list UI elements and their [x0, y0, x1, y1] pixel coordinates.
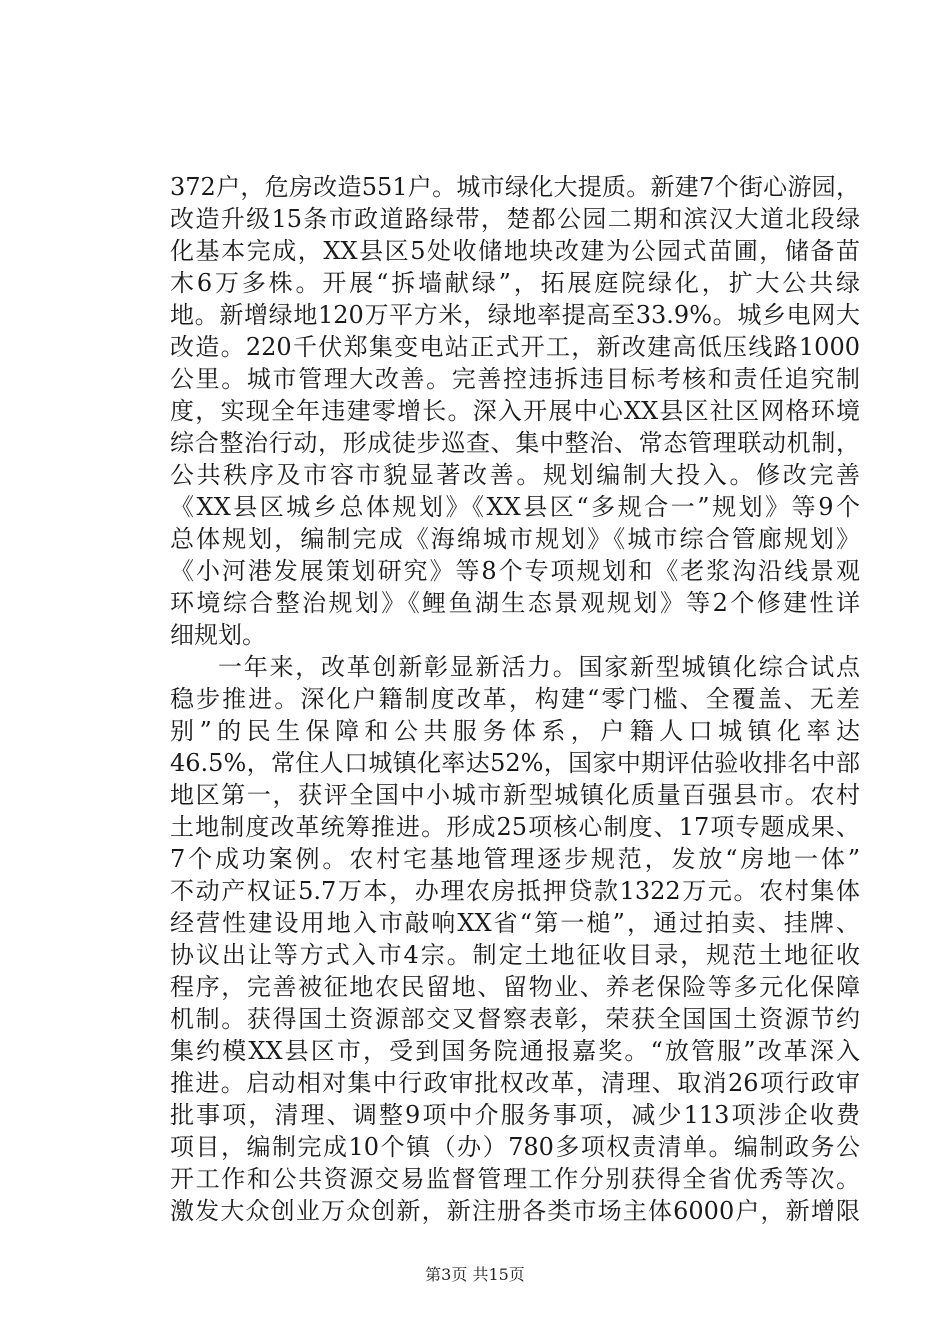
text-line: 开工作和公共资源交易监督管理工作分别获得全省优秀等次。: [170, 1165, 860, 1193]
text-line: 总体规划，编制完成《海绵城市规划》《城市综合管廊规划》: [170, 525, 860, 553]
text-line: 集约模XX县区市，受到国务院通报嘉奖。“放管服”改革深入: [170, 1037, 860, 1065]
text-line: 项目，编制完成10个镇（办）780多项权责清单。编制政务公: [170, 1133, 860, 1161]
paragraph-start-line: 一年来，改革创新彰显新活力。国家新型城镇化综合试点: [218, 653, 860, 681]
text-line: 《XX县区城乡总体规划》《XX县区“多规合一”规划》等9个: [170, 493, 860, 521]
text-line: 地。新增绿地120万平方米，绿地率提高至33.9%。城乡电网大: [170, 301, 860, 329]
text-line: 程序，完善被征地农民留地、留物业、养老保险等多元化保障: [170, 973, 860, 1001]
text-line: 土地制度改革统筹推进。形成25项核心制度、17项专题成果、: [170, 813, 860, 841]
text-line: 《小河港发展策划研究》等8个专项规划和《老浆沟沿线景观: [170, 557, 860, 585]
text-line: 综合整治行动，形成徒步巡查、集中整治、常态管理联动机制，: [170, 429, 860, 457]
text-line: 推进。启动相对集中行政审批权改革，清理、取消26项行政审: [170, 1069, 860, 1097]
text-line: 细规划。: [170, 621, 266, 649]
text-line: 别”的民生保障和公共服务体系，户籍人口城镇化率达: [170, 717, 860, 745]
text-line: 化基本完成，XX县区5处收储地块改建为公园式苗圃，储备苗: [170, 237, 860, 265]
text-line: 木6万多株。开展“拆墙献绿”，拓展庭院绿化，扩大公共绿: [170, 269, 860, 297]
page-number-footer: 第3页 共15页: [425, 1265, 525, 1284]
text-line: 批事项，清理、调整9项中介服务事项，减少113项涉企收费: [170, 1101, 860, 1129]
text-line: 经营性建设用地入市敲响XX省“第一槌”，通过拍卖、挂牌、: [170, 909, 860, 937]
text-line: 改造。220千伏郑集变电站正式开工，新改建高低压线路1000: [170, 333, 860, 361]
text-line: 公共秩序及市容市貌显著改善。规划编制大投入。修改完善: [170, 461, 860, 489]
text-line: 46.5%，常住人口城镇化率达52%，国家中期评估验收排名中部: [170, 749, 860, 777]
body-text: [170, 171, 860, 1227]
text-line: 环境综合整治规划》《鲤鱼湖生态景观规划》等2个修建性详: [170, 589, 860, 617]
text-line: 机制。获得国土资源部交叉督察表彰，荣获全国国土资源节约: [170, 1005, 860, 1033]
text-line: 公里。城市管理大改善。完善控违拆违目标考核和责任追究制: [170, 365, 860, 393]
text-line: 度，实现全年违建零增长。深入开展中心XX县区社区网格环境: [170, 397, 860, 425]
text-line: 激发大众创业万众创新，新注册各类市场主体6000户，新增限: [170, 1197, 860, 1225]
text-line: 协议出让等方式入市4宗。制定土地征收目录，规范土地征收: [170, 941, 860, 969]
text-line: 地区第一，获评全国中小城市新型城镇化质量百强县市。农村: [170, 781, 860, 809]
text-line: 改造升级15条市政道路绿带，楚都公园二期和滨汉大道北段绿: [170, 205, 860, 233]
text-line: 不动产权证5.7万本，办理农房抵押贷款1322万元。农村集体: [170, 877, 860, 905]
text-line: 稳步推进。深化户籍制度改革，构建“零门槛、全覆盖、无差: [170, 685, 860, 713]
text-line: 7个成功案例。农村宅基地管理逐步规范，发放“房地一体”: [170, 845, 860, 873]
text-line: 372户，危房改造551户。城市绿化大提质。新建7个街心游园，: [170, 173, 860, 201]
